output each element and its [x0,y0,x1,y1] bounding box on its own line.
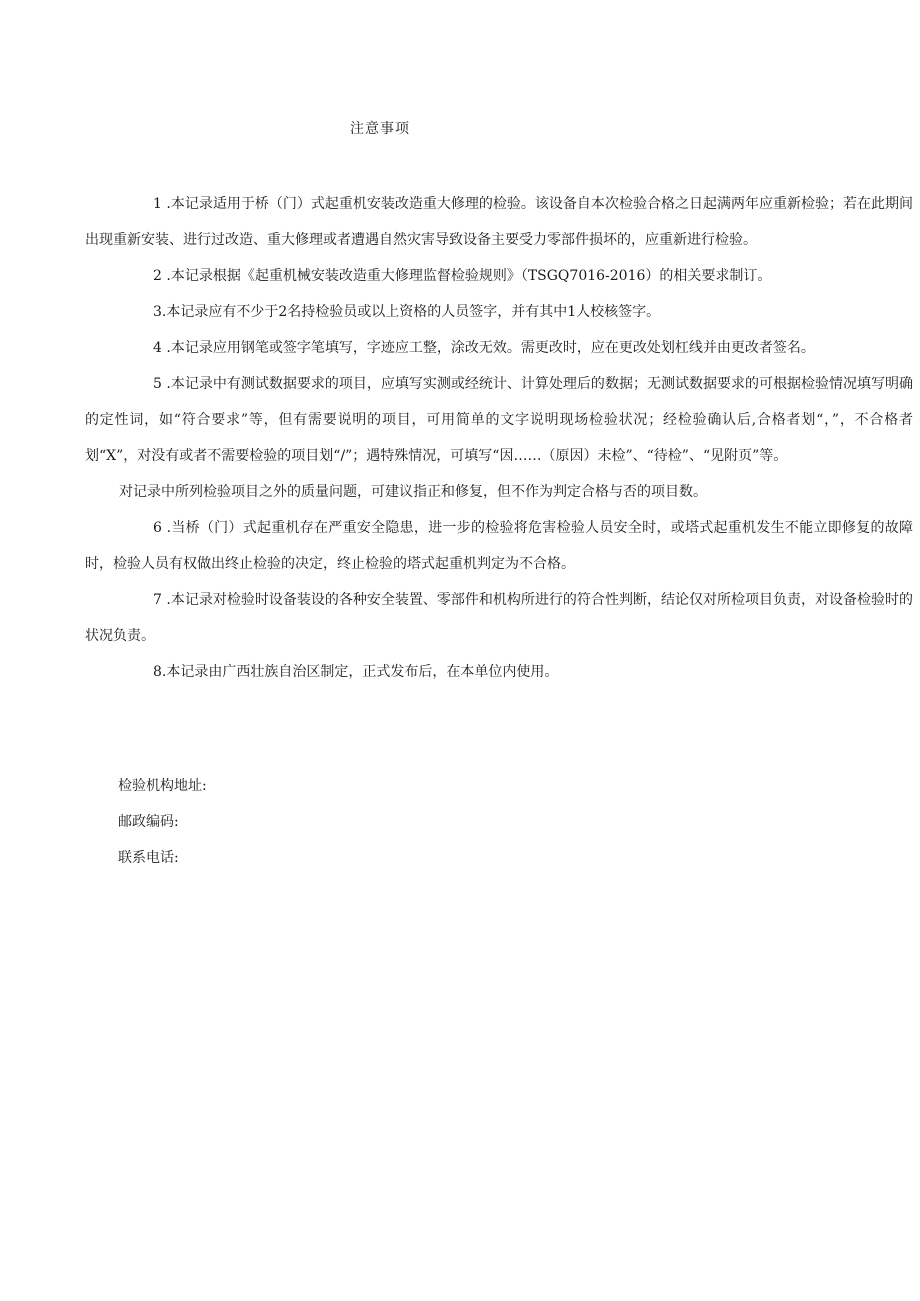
note-text: 对记录中所列检验项目之外的质量问题，可建议指正和修复，但不作为判定合格与否的项目数。 [119,484,707,500]
note-text: .本记录由广西壮族自治区制定，正式发布后，在本单位内使用。 [161,664,559,680]
contact-block [118,768,207,876]
note-text: .本记录对检验时设备装设的各种安全装置、零部件和机构所进行的符合性判断，结论仅对所检项目负责，对设备检验时的状况负责。 [85,592,914,644]
note-item-5 [85,366,913,474]
note-text: .本记录适用于桥（门）式起重机安装改造重大修理的检验。该设备自本次检验合格之日起满两年应重新检验；若在此期间出现重新安装、进行过改造、重大修理或者遭遇自然灾害导致设备主要受力零部件损坏的，应重新进行检验。 [85,196,914,248]
note-number: 3 [153,304,162,320]
note-item-6 [85,510,913,582]
note-number: 2 [153,268,162,284]
page-title: 注意事项 [350,121,410,137]
note-text: .本记录根据《起重机械安装改造重大修理监督检验规则》（TSGQ7016-2016）的相关要求制订。 [166,268,772,284]
note-text: .当桥（门）式起重机存在严重安全隐患，进一步的检验将危害检验人员安全时，或塔式起重机发生不能立即修复的故障时，检验人员有权做出终止检验的决定，终止检验的塔式起重机判定为不合格。 [85,520,913,572]
postcode-label: 邮政编码: [118,814,179,830]
address-label: 检验机构地址: [118,778,207,794]
note-item-5-supplement [85,474,913,510]
note-item-2 [85,258,913,294]
note-number: 6 [153,520,162,536]
note-item-7 [85,582,913,654]
note-item-3 [85,294,913,330]
note-item-8 [85,654,913,690]
phone-label: 联系电话: [118,850,179,866]
note-text: .本记录应有不少于2名持检验员或以上资格的人员签字，并有其中1人校核签字。 [161,304,661,320]
note-item-1 [85,186,913,258]
notes-list [85,186,913,690]
note-text: .本记录应用钢笔或签字笔填写，字迹应工整，涂改无效。需更改时，应在更改处划杠线并由更改者签名。 [166,340,815,356]
note-number: 5 [153,376,162,392]
note-number: 7 [153,592,162,608]
note-item-4 [85,330,913,366]
note-number: 1 [153,196,162,212]
note-number: 4 [153,340,162,356]
note-number: 8 [153,664,162,680]
note-text: .本记录中有测试数据要求的项目，应填写实测或经统计、计算处理后的数据；无测试数据要求的可根据检验情况填写明确的定性词，如“符合要求”等，但有需要说明的项目，可用简单的文字说明现场检验状况；经检验确认后,合格者划“，”，不合格者划“X”，对没有或者不需要检验的项目划“/”；遇特殊情况，可填写“因……（原因）未检”、“待检”、“见附页”等。 [85,376,914,464]
